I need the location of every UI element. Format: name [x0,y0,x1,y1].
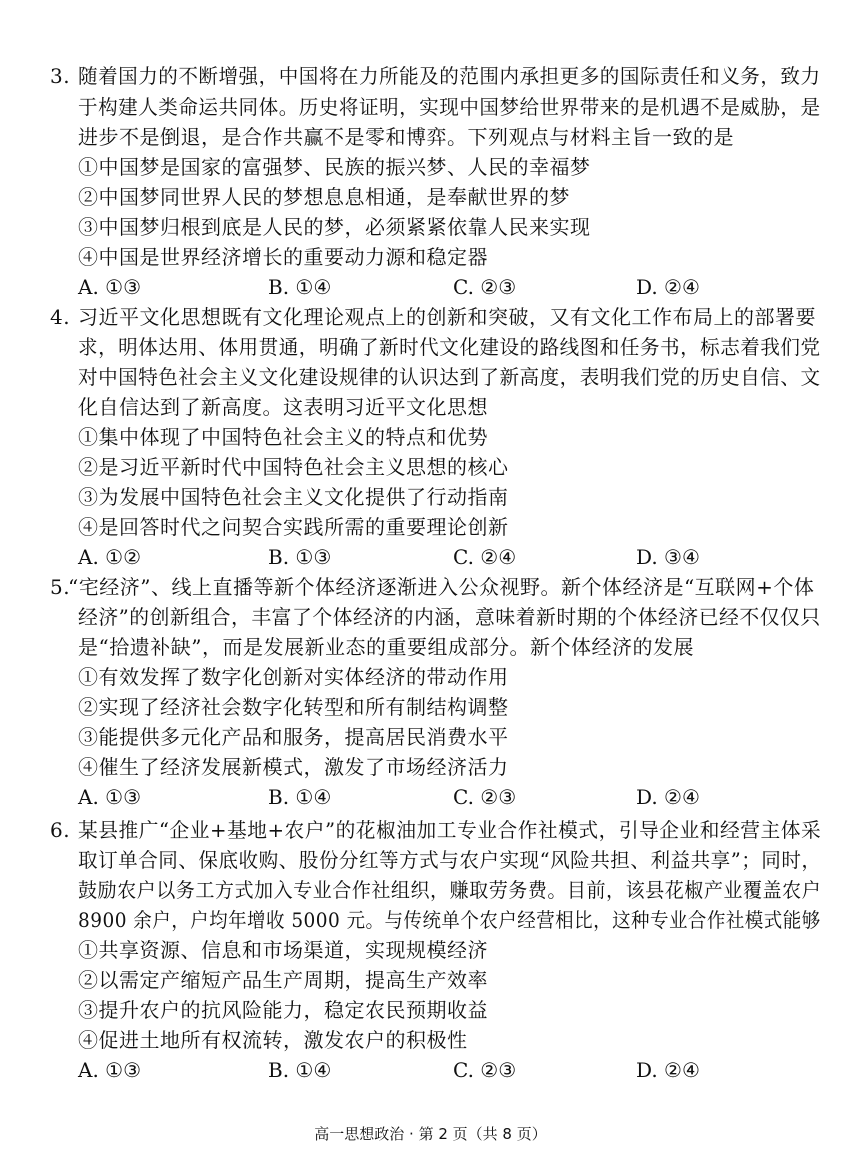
question-stem-line: 化自信达到了新高度。这表明习近平文化思想 [78,395,488,419]
statement-2: ②中国梦同世界人民的梦想息息相通，是奉献世界的梦 [78,185,570,209]
question-stem-line: 经济”的创新组合，丰富了个体经济的内涵，意味着新时期的个体经济已经不仅仅只 [78,605,821,629]
statement-4: ④是回答时代之问契合实践所需的重要理论创新 [78,515,509,539]
question-stem-line: 8900 余户，户均年增收 5000 元。与传统单个农户经营相比，这种专业合作社模式能够 [78,908,821,932]
page-footer: 高一思想政治 · 第 2 页（共 8 页） [314,1125,547,1143]
statement-4: ④中国是世界经济增长的重要动力源和稳定器 [78,245,488,269]
option-b: B. ①③ [268,545,332,569]
question-stem-line: 求，明体达用、体用贯通，明确了新时代文化建设的路线图和任务书，标志着我们党 [78,335,821,359]
question-stem-line: 进步不是倒退，是合作共赢不是零和博弈。下列观点与材料主旨一致的是 [78,125,734,149]
question-stem-line: 对中国特色社会主义文化建设规律的认识达到了新高度，表明我们党的历史自信、文 [78,365,821,389]
question-stem-line: 随着国力的不断增强，中国将在力所能及的范围内承担更多的国际责任和义务，致力 [78,64,821,88]
option-b: B. ①④ [268,275,332,299]
statement-2: ②以需定产缩短产品生产周期，提高生产效率 [78,968,488,992]
statement-3: ③提升农户的抗风险能力，稳定农民预期收益 [78,998,488,1022]
option-d: D. ③④ [636,545,700,569]
statement-1: ①集中体现了中国特色社会主义的特点和优势 [78,425,488,449]
statement-1: ①共享资源、信息和市场渠道，实现规模经济 [78,938,488,962]
option-b: B. ①④ [268,785,332,809]
option-a: A. ①② [78,545,142,569]
question-number: 6. [50,818,71,842]
statement-3: ③为发展中国特色社会主义文化提供了行动指南 [78,485,509,509]
statement-3: ③能提供多元化产品和服务，提高居民消费水平 [78,725,509,749]
statement-3: ③中国梦归根到底是人民的梦，必须紧紧依靠人民来实现 [78,215,591,239]
statement-4: ④促进土地所有权流转，激发农户的积极性 [78,1028,468,1052]
question-number: 4. [50,305,71,329]
question-number: 5. [50,575,71,599]
question-stem-line: “宅经济”、线上直播等新个体经济逐渐进入公众视野。新个体经济是“互联网+个体 [68,575,815,599]
option-a: A. ①③ [78,275,142,299]
statement-2: ②实现了经济社会数字化转型和所有制结构调整 [78,695,509,719]
option-a: A. ①③ [78,1058,142,1082]
option-c: C. ②③ [453,275,517,299]
statement-2: ②是习近平新时代中国特色社会主义思想的核心 [78,455,509,479]
option-d: D. ②④ [636,785,700,809]
statement-1: ①有效发挥了数字化创新对实体经济的带动作用 [78,665,509,689]
option-d: D. ②④ [636,275,700,299]
option-b: B. ①④ [268,1058,332,1082]
question-stem-line: 取订单合同、保底收购、股份分红等方式与农户实现“风险共担、利益共享”；同时， [78,848,822,872]
option-d: D. ②④ [636,1058,700,1082]
option-c: C. ②③ [453,785,517,809]
question-stem-line: 某县推广“企业+基地+农户”的花椒油加工专业合作社模式，引导企业和经营主体采 [78,818,822,842]
question-stem-line: 鼓励农户以务工方式加入专业合作社组织，赚取劳务费。目前，该县花椒产业覆盖农户 [78,878,822,902]
question-stem-line: 是“拾遗补缺”，而是发展新业态的重要组成部分。新个体经济的发展 [78,635,694,659]
statement-1: ①中国梦是国家的富强梦、民族的振兴梦、人民的幸福梦 [78,155,591,179]
question-number: 3. [50,64,71,88]
option-c: C. ②④ [453,545,517,569]
question-stem-line: 于构建人类命运共同体。历史将证明，实现中国梦给世界带来的是机遇不是威胁，是 [78,95,821,119]
option-a: A. ①③ [78,785,142,809]
option-c: C. ②③ [453,1058,517,1082]
statement-4: ④催生了经济发展新模式，激发了市场经济活力 [78,755,509,779]
question-stem-line: 习近平文化思想既有文化理论观点上的创新和突破，又有文化工作布局上的部署要 [78,305,816,329]
